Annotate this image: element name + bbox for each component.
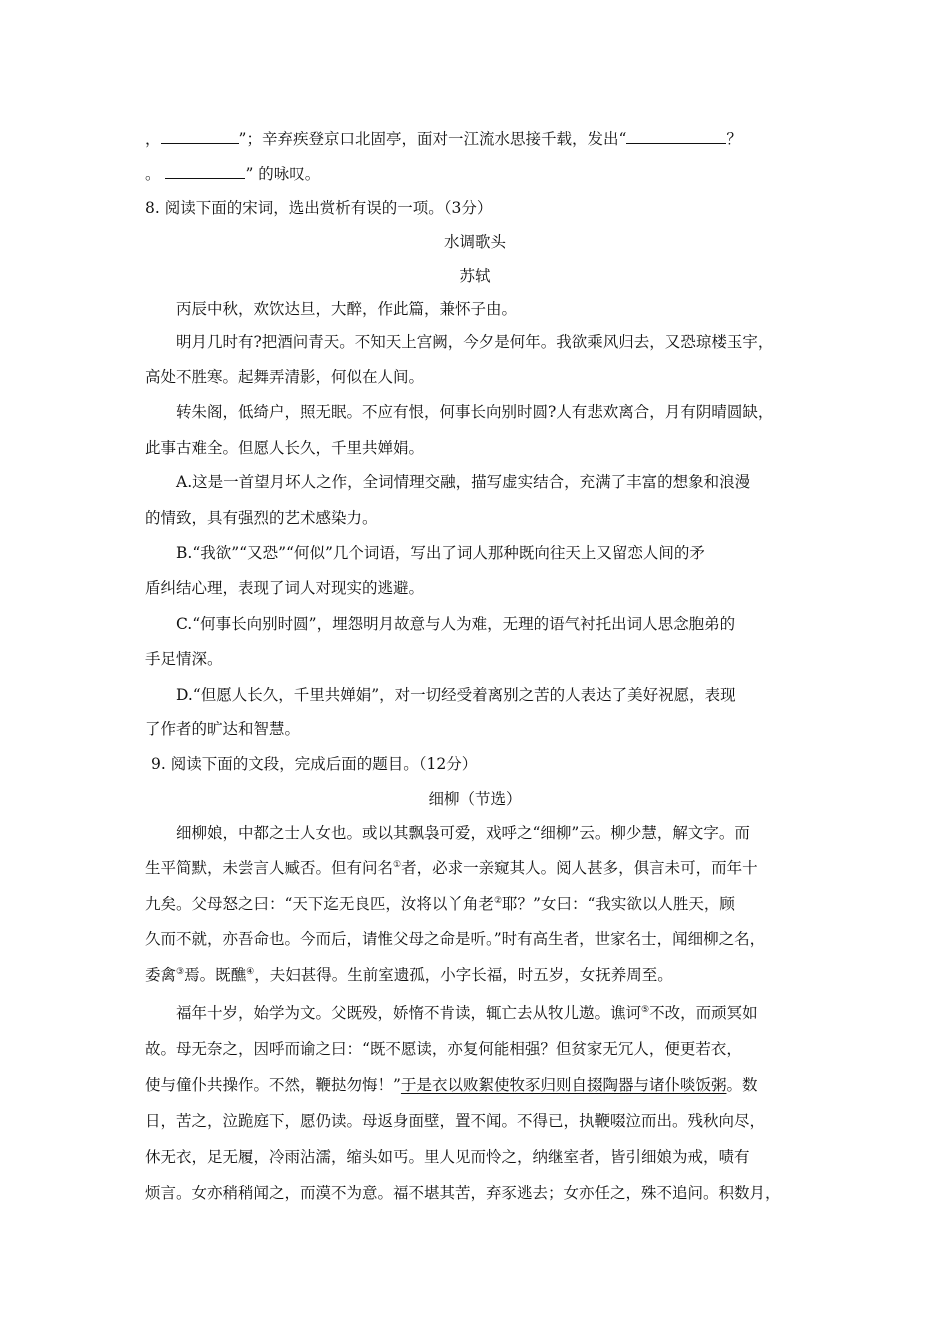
passage-line — [145, 893, 810, 915]
passage-text: 使与僮仆共操作。不然，鞭挞勿悔！” — [145, 1076, 401, 1094]
passage-line — [145, 964, 810, 986]
footnote-marker: ① — [393, 860, 402, 870]
fill-text: 。 — [145, 165, 161, 183]
question-9-prompt: 9. 阅读下面的文段，完成后面的题目。（12分） — [151, 755, 478, 773]
poem-line: 转朱阁，低绮户，照无眠。不应有恨，何事长向别时圆?人有悲欢离合，月有阴晴圆缺， — [176, 403, 774, 421]
poem-author: 苏轼 — [459, 267, 491, 285]
passage-text: 福年十岁，始学为文。父既殁，娇惰不肯读，辄亡去从牧儿遨。谯诃 — [176, 1004, 642, 1022]
passage-text: 耶？”女曰：“我实欲以人胜天，顾 — [502, 895, 735, 913]
option-a: A.这是一首望月坏人之作，全词情理交融，描写虚实结合，充满了丰富的想象和浪漫 — [176, 473, 751, 491]
passage-line: 日，苦之，泣跪庭下，愿仍读。母返身面壁，置不闻。不得已，执鞭啜泣而出。残秋向尽， — [145, 1112, 766, 1130]
passage-title: 细柳（节选） — [428, 790, 522, 808]
answer-blank[interactable] — [626, 129, 726, 144]
passage-text: 生平简默，未尝言人臧否。但有问名 — [145, 859, 394, 877]
fill-text: ？ — [726, 130, 742, 148]
footnote-marker: ② — [493, 896, 503, 906]
passage-text: 委禽 — [145, 966, 177, 984]
poem-line: 明月几时有?把酒问青天。不知天上宫阙，今夕是何年。我欲乘风归去，又恐琼楼玉宇， — [176, 333, 774, 351]
fill-line-1 — [145, 128, 810, 150]
fill-text: ” 的咏叹。 — [245, 165, 321, 183]
footnote-marker: ③ — [176, 967, 185, 977]
fill-text: ”；辛弃疾登京口北固亭，面对一江流水思接千载，发出“ — [238, 130, 627, 148]
option-c-cont: 手足情深。 — [145, 650, 223, 668]
passage-line: 休无衣，足无履，冷雨沾濡，缩头如丐。里人见而怜之，纳继室者，皆引细娘为戒，啧有 — [145, 1148, 750, 1166]
passage-text: 者，必求一亲窥其人。阅人甚多，俱言未可，而年十 — [401, 859, 758, 877]
passage-text: 焉。既醮 — [184, 966, 247, 984]
fill-line-2 — [145, 163, 810, 185]
question-8-prompt: 8. 阅读下面的宋词，选出赏析有误的一项。（3分） — [145, 199, 493, 217]
passage-line — [145, 857, 810, 879]
passage-line — [176, 1002, 810, 1024]
option-c: C.“何事长向别时圆”，埋怨明月故意与人为难，无理的语气衬托出词人思念胞弟的 — [176, 615, 736, 633]
footnote-marker: ⑤ — [641, 1005, 650, 1015]
poem-line: 此事古难全。但愿人长久，千里共婵娟。 — [145, 439, 425, 457]
passage-text: ，夫妇甚得。生前室遗孤，小字长福，时五岁，女抚养周至。 — [254, 966, 673, 984]
answer-blank[interactable] — [165, 164, 245, 179]
passage-line: 久而不就，亦吾命也。今而后，请惟父母之命是听。”时有高生者，世家名士，闻细柳之名， — [145, 930, 766, 948]
underlined-sentence: 于是衣以败絮使牧豕归则自掇陶器与诸仆啖饭粥 — [400, 1076, 727, 1094]
option-b-cont: 盾纠结心理，表现了词人对现实的逃避。 — [145, 579, 425, 597]
answer-blank[interactable] — [161, 129, 239, 144]
passage-line: 烦言。女亦稍稍闻之，而漠不为意。福不堪其苦，弃豕逃去；女亦任之，殊不追问。积数月， — [145, 1184, 781, 1202]
poem-line: 高处不胜寒。起舞弄清影，何似在人间。 — [145, 368, 425, 386]
passage-line: 细柳娘，中都之士人女也。或以其飘袅可爱，戏呼之“细柳”云。柳少慧，解文字。而 — [176, 824, 750, 842]
poem-title: 水调歌头 — [443, 233, 506, 251]
footnote-marker: ④ — [246, 967, 255, 977]
passage-text: 不改，而顽冥如 — [649, 1004, 758, 1022]
option-d: D.“但愿人长久，千里共婵娟”，对一切经受着离别之苦的人表达了美好祝愿，表现 — [176, 686, 736, 704]
passage-text: 。数 — [726, 1076, 758, 1094]
passage-line — [145, 1074, 810, 1096]
passage-text: 九矣。父母怒之曰：“天下迄无良匹，汝将以丫角老 — [145, 895, 494, 913]
poem-preface: 丙辰中秋，欢饮达旦，大醉，作此篇，兼怀子由。 — [176, 300, 518, 318]
passage-line: 故。母无奈之，因呼而谕之曰：“既不愿读，亦复何能相强？但贫家无冗人，便更若衣， — [145, 1040, 742, 1058]
option-b: B.“我欲”“又恐”“何似”几个词语，写出了词人那种既向往天上又留恋人间的矛 — [176, 544, 705, 562]
option-d-cont: 了作者的旷达和智慧。 — [145, 720, 301, 738]
fill-text: ， — [145, 130, 161, 148]
option-a-cont: 的情致，具有强烈的艺术感染力。 — [145, 509, 378, 527]
